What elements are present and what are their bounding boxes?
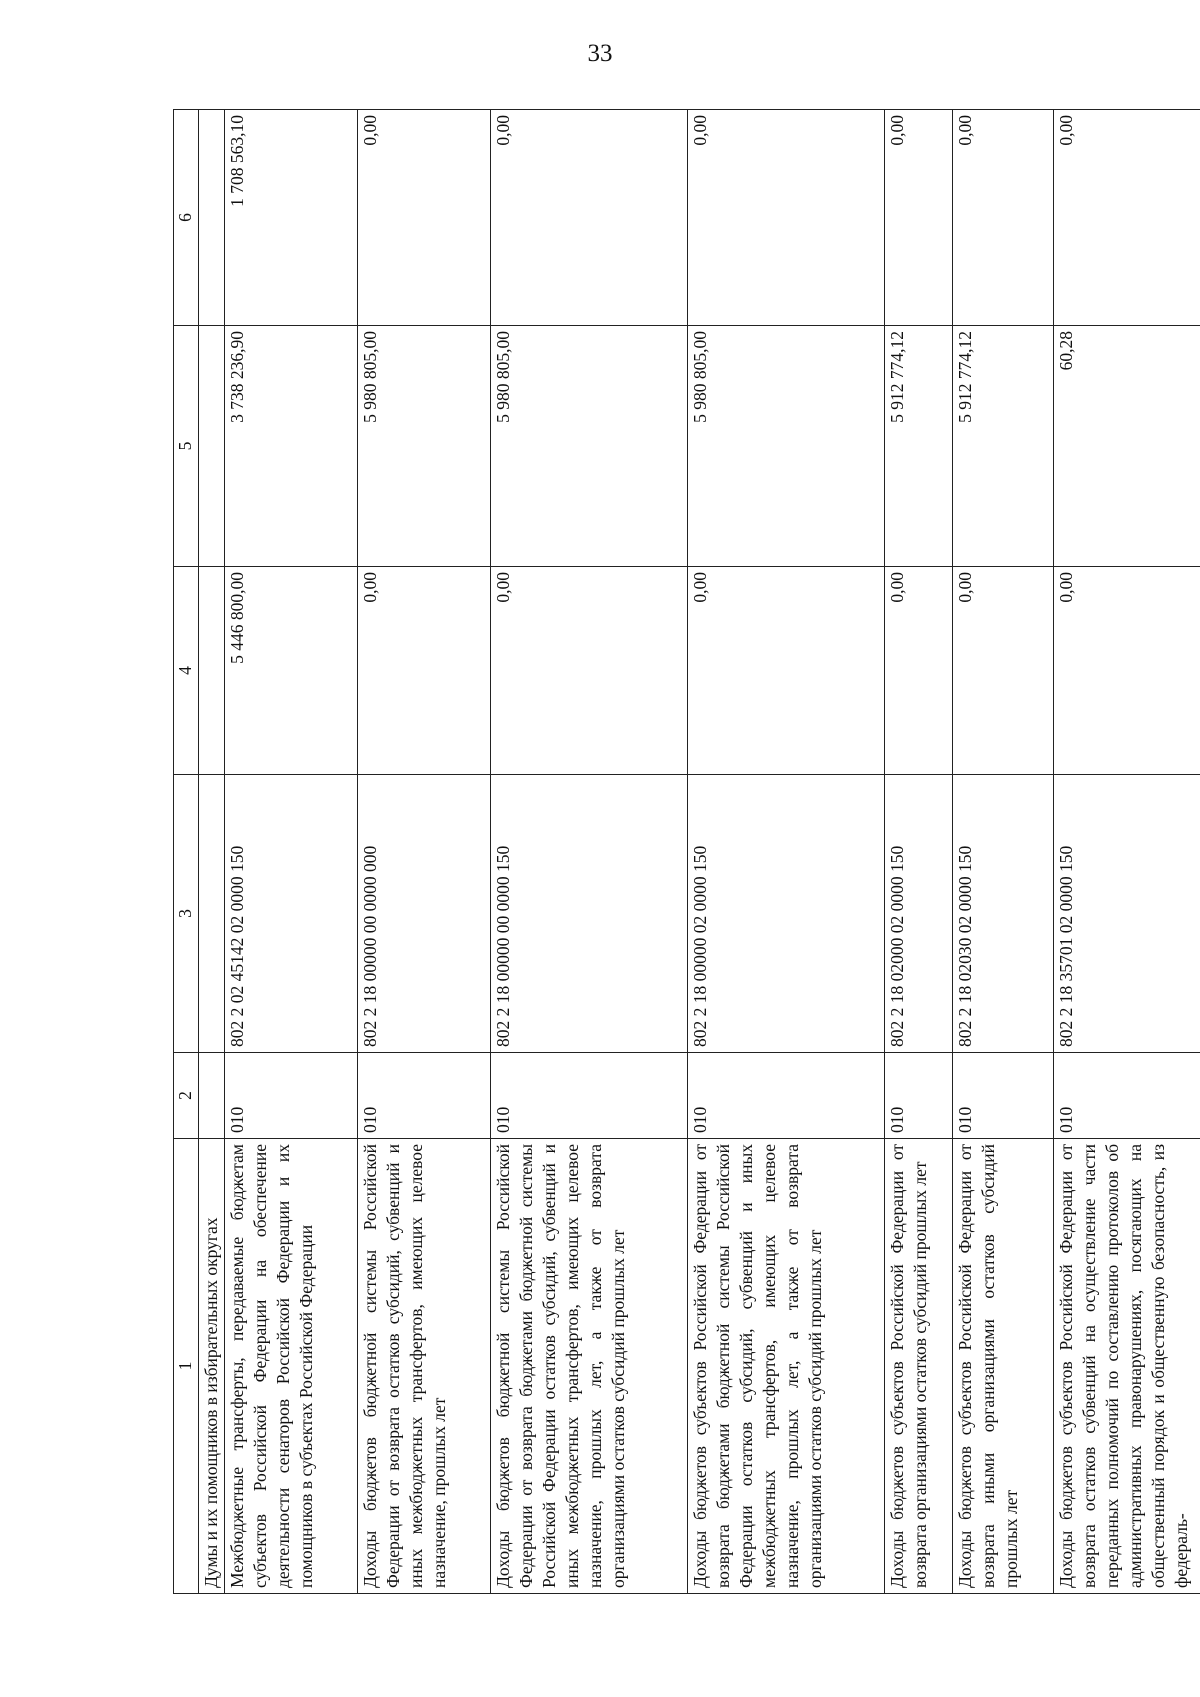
row-col4-value: 0,00 <box>490 567 687 775</box>
row-budget-code: 802 2 18 00000 00 0000 000 <box>357 775 490 1053</box>
page-number: 33 <box>587 40 613 67</box>
row-col4-value: 0,00 <box>884 567 952 775</box>
row-description: Доходы бюджетов бюджетной системы Российской Федерации от возврата бюджетами бюджетной системы Российской Федерации остатков субсидий, субвенций и иных межбюджетных трансфертов, имеющих целевое назначение, прошлых лет, а также от возврата организациями остатков субсидий прошлых лет <box>490 1139 687 1594</box>
row-col6-value: 0,00 <box>357 110 490 326</box>
header-col-2: 2 <box>174 1053 199 1139</box>
row-col5-value: 3 738 236,90 <box>225 326 358 567</box>
row-col6-value: 0,00 <box>490 110 687 326</box>
table-row <box>357 110 490 1594</box>
row-budget-code: 802 2 02 45142 02 0000 150 <box>225 775 358 1053</box>
row-description: Доходы бюджетов субъектов Российской Федерации от возврата иными организациями остатков субсидий прошлых лет <box>953 1139 1054 1594</box>
table-header-row <box>174 110 199 1594</box>
row-col5-value: 5 980 805,00 <box>687 326 884 567</box>
row-col6-value: 0,00 <box>884 110 952 326</box>
row-col4-value: 0,00 <box>953 567 1054 775</box>
row-budget-code: 802 2 18 02030 02 0000 150 <box>953 775 1054 1053</box>
row-description: Доходы бюджетов субъектов Российской Федерации от возврата организациями остатков субсидий прошлых лет <box>884 1139 952 1594</box>
row-col5-value: 5 912 774,12 <box>953 326 1054 567</box>
row-col5-value: 5 980 805,00 <box>490 326 687 567</box>
row-budget-code: 802 2 18 35701 02 0000 150 <box>1053 775 1200 1053</box>
row-col6-value: 1 708 563,10 <box>225 110 358 326</box>
row-col5-value: 5 980 805,00 <box>357 326 490 567</box>
table-row <box>953 110 1054 1594</box>
continuation-text: Думы и их помощников в избирательных округах <box>199 1139 225 1594</box>
row-budget-code: 802 2 18 00000 00 0000 150 <box>490 775 687 1053</box>
row-col6-value: 0,00 <box>687 110 884 326</box>
row-col5-value: 60,28 <box>1053 326 1200 567</box>
continuation-row <box>199 110 225 1594</box>
row-budget-code: 802 2 18 00000 02 0000 150 <box>687 775 884 1053</box>
header-col-3: 3 <box>174 775 199 1053</box>
report-table-container <box>173 110 1200 1594</box>
row-line-code: 010 <box>490 1053 687 1139</box>
table-row <box>1053 110 1200 1594</box>
table-row <box>687 110 884 1594</box>
row-description: Доходы бюджетов субъектов Российской Федерации от возврата остатков субвенций на осуществление части переданных полномочий по составлению протоколов об административных правонарушениях, посягающих на общественный порядок и общественную безопасность, из федераль- <box>1053 1139 1200 1594</box>
row-col4-value: 0,00 <box>1053 567 1200 775</box>
row-description: Доходы бюджетов бюджетной системы Российской Федерации от возврата остатков субсидий, субвенций и иных межбюджетных трансфертов, имеющих целевое назначение, прошлых лет <box>357 1139 490 1594</box>
row-col4-value: 0,00 <box>357 567 490 775</box>
row-line-code: 010 <box>1053 1053 1200 1139</box>
row-line-code: 010 <box>687 1053 884 1139</box>
table-row <box>490 110 687 1594</box>
row-description: Доходы бюджетов субъектов Российской Федерации от возврата бюджетами бюджетной системы Российской Федерации остатков субсидий, субвенций и иных межбюджетных трансфертов, имеющих целевое назначение, прошлых лет, а также от возврата организациями остатков субсидий прошлых лет <box>687 1139 884 1594</box>
header-col-5: 5 <box>174 326 199 567</box>
row-description: Межбюджетные трансферты, передаваемые бюджетам субъектов Российской Федерации на обеспечение деятельности сенаторов Российской Федерации и их помощников в субъектах Российской Федерации <box>225 1139 358 1594</box>
row-line-code: 010 <box>357 1053 490 1139</box>
row-line-code: 010 <box>884 1053 952 1139</box>
row-col6-value: 0,00 <box>1053 110 1200 326</box>
header-col-6: 6 <box>174 110 199 326</box>
row-line-code: 010 <box>225 1053 358 1139</box>
table-row <box>884 110 952 1594</box>
row-budget-code: 802 2 18 02000 02 0000 150 <box>884 775 952 1053</box>
table-row <box>225 110 358 1594</box>
income-report-table <box>173 109 1200 1594</box>
header-col-4: 4 <box>174 567 199 775</box>
header-col-1: 1 <box>174 1139 199 1594</box>
row-col4-value: 0,00 <box>687 567 884 775</box>
row-line-code: 010 <box>953 1053 1054 1139</box>
row-col4-value: 5 446 800,00 <box>225 567 358 775</box>
row-col5-value: 5 912 774,12 <box>884 326 952 567</box>
row-col6-value: 0,00 <box>953 110 1054 326</box>
